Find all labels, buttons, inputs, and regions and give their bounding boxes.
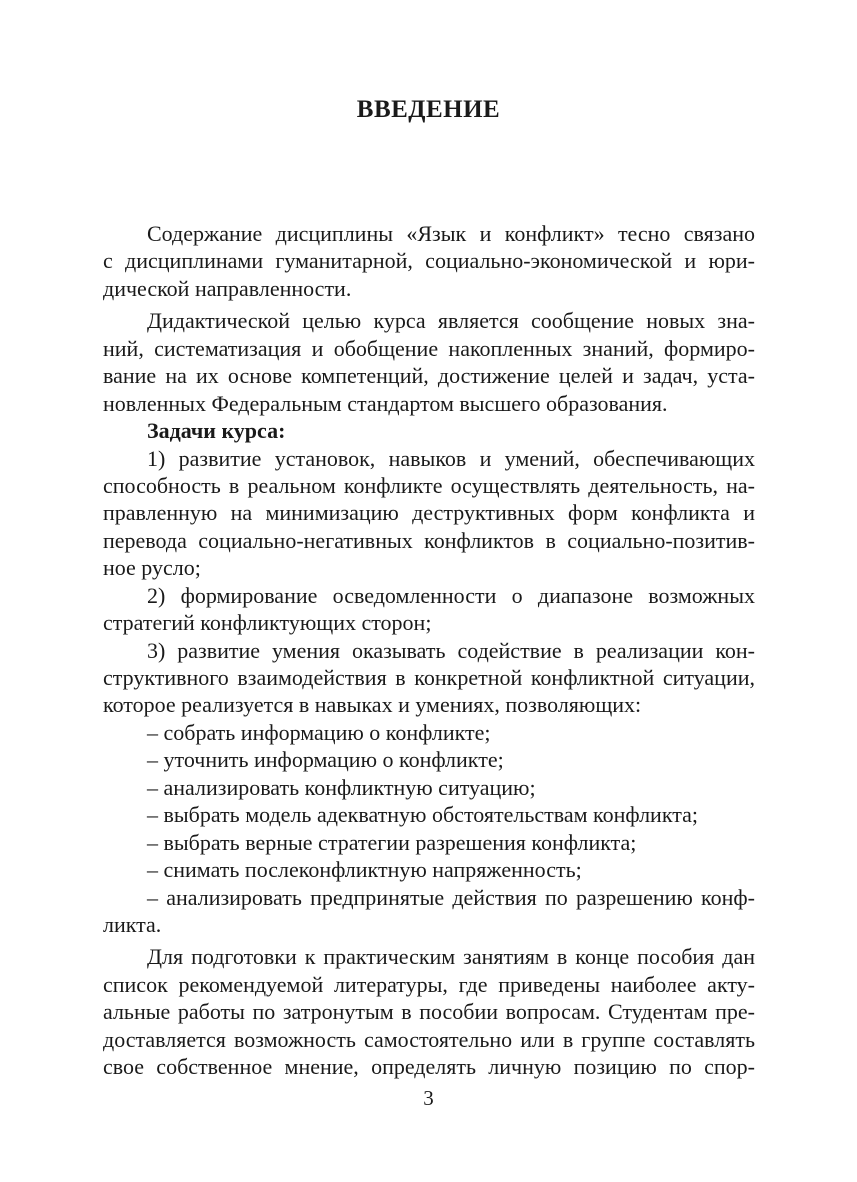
list-item: – снимать послеконфликтную напряженность; bbox=[147, 857, 582, 883]
text-line: альные работы по затронутым в пособии вопросам. Студентам пре- bbox=[103, 999, 755, 1025]
text-line: дической направленности. bbox=[103, 275, 352, 301]
text-line: с дисциплинами гуманитарной, социально-экономической и юри- bbox=[103, 248, 755, 274]
list-item: – анализировать конфликтную ситуацию; bbox=[147, 774, 536, 800]
text-line: новленных Федеральным стандартом высшего образования. bbox=[103, 390, 668, 416]
text-line: способность в реальном конфликте осуществлять деятельность, на- bbox=[103, 472, 755, 498]
text-line: ное русло; bbox=[103, 555, 201, 581]
list-item: – уточнить информацию о конфликте; bbox=[147, 747, 504, 773]
page-number: 3 bbox=[423, 1086, 434, 1110]
text-line: структивного взаимодействия в конкретной конфликтной ситуации, bbox=[103, 665, 755, 690]
text-line: 3) развитие умения оказывать содействие в реализации кон- bbox=[147, 637, 755, 663]
text-line: список рекомендуемой литературы, где приведены наиболее акту- bbox=[103, 971, 755, 997]
text-line: 1) развитие установок, навыков и умений, обеспечивающих bbox=[147, 445, 755, 471]
text-line: 2) формирование осведомленности о диапазоне возможных bbox=[147, 582, 755, 608]
text-line: свое собственное мнение, определять личную позицию по спор- bbox=[103, 1054, 755, 1080]
text-line: Содержание дисциплины «Язык и конфликт» тесно связано bbox=[147, 221, 755, 246]
text-line: вание на их основе компетенций, достижение целей и задач, уста- bbox=[103, 363, 755, 389]
text-line: Дидактической целью курса является сообщение новых зна- bbox=[147, 308, 755, 334]
text-line: правленную на минимизацию деструктивных форм конфликта и bbox=[103, 500, 755, 526]
body-text bbox=[103, 220, 755, 1081]
list-item: – анализировать предпринятые действия по разрешению конф- bbox=[147, 884, 755, 910]
text-line: доставляется возможность самостоятельно или в группе составлять bbox=[103, 1026, 755, 1052]
chapter-title: ВВЕДЕНИЕ bbox=[356, 96, 501, 123]
list-item: – выбрать верные стратегии разрешения конфликта; bbox=[147, 829, 637, 855]
text-line: перевода социально-негативных конфликтов в социально-позитив- bbox=[103, 527, 755, 553]
text-line: Для подготовки к практическим занятиям в конце пособия дан bbox=[147, 944, 755, 970]
text-line: ликта. bbox=[103, 911, 162, 937]
list-item: – выбрать модель адекватную обстоятельствам конфликта; bbox=[147, 802, 698, 828]
text-line: которое реализуется в навыках и умениях, позволяющих: bbox=[103, 692, 642, 718]
text-line: ний, систематизация и обобщение накопленных знаний, формиро- bbox=[103, 335, 755, 361]
text-line: стратегий конфликтующих сторон; bbox=[103, 610, 432, 636]
section-heading: Задачи курса: bbox=[147, 418, 286, 444]
list-item: – собрать информацию о конфликте; bbox=[147, 719, 491, 745]
